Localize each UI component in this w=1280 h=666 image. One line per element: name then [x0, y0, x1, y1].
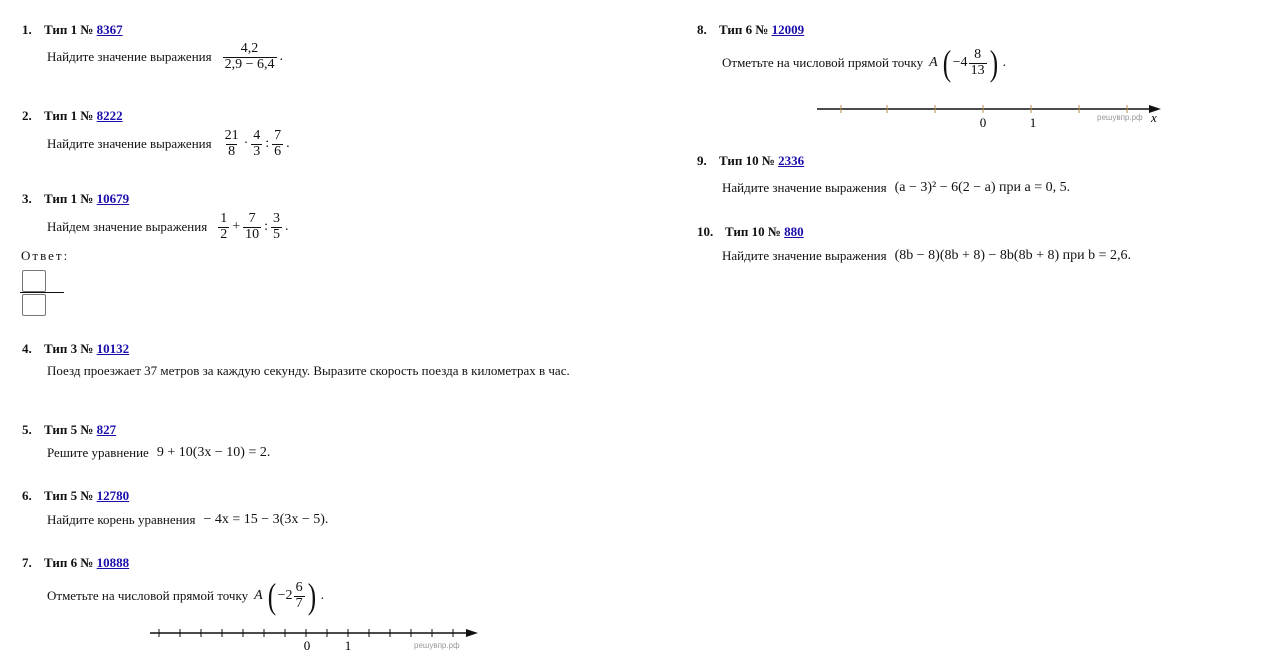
axis-variable-label: x: [1151, 110, 1157, 125]
expression: (a − 3)² − 6(2 − a) при a = 0, 5.: [894, 180, 1071, 195]
task-3-statement: Найдем значение выражения $\frac{1}{2}$ + $\frac{7}{10}$ : $\frac{3}{5}$ .: [47, 211, 289, 242]
task-8-statement: Отметьте на числовой прямой точку A ( −4 $\frac{8}{13}$ ) .: [722, 43, 1007, 83]
tick-label-one: 1: [344, 638, 352, 652]
task-10-statement: Найдите значение выражения (8b − 8)(8b + 8) − 8b(8b + 8) при b = 2,6.: [722, 248, 1132, 263]
task-5-statement: Решите уравнение 9 + 10(3x − 10) = 2.: [47, 445, 271, 460]
task-header: 2. Тип 1 № 8222: [22, 108, 123, 123]
task-header: 8. Тип 6 № 12009: [697, 22, 805, 37]
point-expression: A ( −2 $\frac{6}{7}$ ) .: [254, 576, 325, 616]
task-header: 10. Тип 10 № 880: [697, 224, 804, 239]
task-1: [22, 22, 123, 38]
task-6-statement: Найдите корень уравнения − 4x = 15 − 3(3x − 5).: [47, 512, 329, 527]
number-line[interactable]: [815, 100, 1175, 128]
expression: (8b − 8)(8b + 8) − 8b(8b + 8) при b = 2,6.: [894, 248, 1132, 263]
task-link[interactable]: 827: [96, 422, 117, 437]
task-link[interactable]: 2336: [778, 153, 805, 168]
answer-numerator-input[interactable]: [22, 270, 46, 292]
task-4-statement: Поезд проезжает 37 метров за каждую секунду. Выразите скорость поезда в километрах в час.: [47, 363, 570, 378]
task-header: 7. Тип 6 № 10888: [22, 555, 130, 570]
expression: − 4x = 15 − 3(3x − 5).: [203, 512, 329, 527]
expression: $\frac{21}{8}$ · $\frac{4}{3}$ : $\frac{7}{6}$ .: [224, 128, 290, 159]
task-header: 1. Тип 1 № 8367: [22, 22, 123, 37]
task-header: 5. Тип 5 № 827: [22, 422, 117, 437]
task-link[interactable]: 10132: [96, 341, 130, 356]
task-3: [22, 191, 129, 207]
task-link[interactable]: 10679: [96, 191, 130, 206]
fraction-bar: [20, 292, 64, 293]
number-line[interactable]: [148, 624, 488, 652]
task-2: [22, 108, 123, 124]
task-9-statement: Найдите значение выражения (a − 3)² − 6(2 − a) при a = 0, 5.: [722, 180, 1071, 195]
watermark: решувпр.рф: [1097, 113, 1143, 122]
expression: 9 + 10(3x − 10) = 2.: [156, 445, 271, 460]
task-link[interactable]: 12009: [771, 22, 805, 37]
task-8: [697, 22, 804, 38]
task-2-statement: Найдите значение выражения $\frac{21}{8}$ · $\frac{4}{3}$ : $\frac{7}{6}$ .: [47, 128, 290, 159]
task-7: [22, 555, 129, 571]
task-header: 9. Тип 10 № 2336: [697, 153, 805, 168]
answer-denominator-input[interactable]: [22, 294, 46, 316]
task-header: 6. Тип 5 № 12780: [22, 488, 130, 503]
tick-label-one: 1: [1029, 115, 1037, 128]
task-4: [22, 341, 129, 357]
answer-label: Ответ:: [21, 248, 70, 263]
expression: $\frac{1}{2}$ + $\frac{7}{10}$ : $\frac{3}{5}$ .: [220, 211, 289, 242]
task-header: 4. Тип 3 № 10132: [22, 341, 130, 356]
task-link[interactable]: 8222: [96, 108, 123, 123]
task-5: [22, 422, 116, 438]
task-1-statement: Найдите значение выражения $\frac{4,2}{2,9 - 6,4}$ .: [47, 41, 283, 72]
expression: $\frac{4,2}{2,9 - 6,4}$ .: [224, 41, 283, 72]
tick-label-zero: 0: [979, 115, 987, 128]
task-7-statement: Отметьте на числовой прямой точку A ( −2 $\frac{6}{7}$ ) .: [47, 576, 325, 616]
task-10: [697, 224, 804, 240]
task-header: 3. Тип 1 № 10679: [22, 191, 130, 206]
task-link[interactable]: 12780: [96, 488, 130, 503]
point-expression: A ( −4 $\frac{8}{13}$ ) .: [929, 43, 1007, 83]
tick-label-zero: 0: [303, 638, 311, 652]
axis-arrow: [466, 629, 478, 637]
watermark: решувпр.рф: [414, 641, 460, 650]
task-9: [697, 153, 804, 169]
task-link[interactable]: 10888: [96, 555, 130, 570]
task-link[interactable]: 8367: [96, 22, 123, 37]
task-link[interactable]: 880: [784, 224, 804, 239]
task-6: [22, 488, 129, 504]
